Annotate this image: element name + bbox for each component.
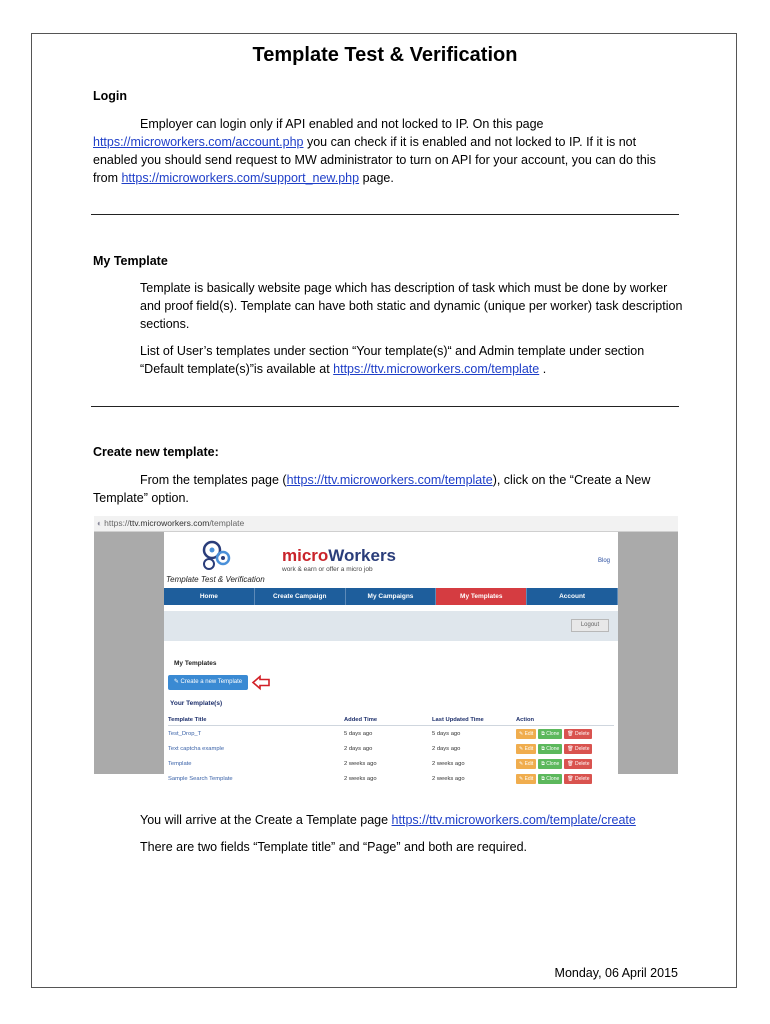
added-time: 2 days ago xyxy=(344,745,373,752)
template-title-link[interactable]: Sample Search Template xyxy=(168,775,233,782)
templates-table xyxy=(168,714,614,786)
create-new-text-1: From the templates page ( xyxy=(140,473,287,487)
your-templates-heading: Your Template(s) xyxy=(170,700,223,707)
edit-button[interactable]: ✎ Edit xyxy=(516,744,536,754)
brand-logo[interactable] xyxy=(282,546,396,566)
edit-icon: ✎ xyxy=(173,679,179,685)
clone-button[interactable]: ⧉ Clone xyxy=(538,729,562,739)
logout-band xyxy=(164,611,618,641)
arrive-paragraph xyxy=(140,811,685,829)
template-title-link[interactable]: Template xyxy=(168,760,192,767)
header-action: Action xyxy=(516,716,535,723)
divider xyxy=(91,406,679,407)
my-template-paragraph-2 xyxy=(140,342,685,378)
header-updated: Last Updated Time xyxy=(432,716,484,723)
blog-link[interactable]: Blog xyxy=(597,558,610,564)
embedded-screenshot xyxy=(94,516,678,782)
nav-tab-my-campaigns[interactable]: My Campaigns xyxy=(346,588,437,605)
nav-tab-home[interactable]: Home xyxy=(164,588,255,605)
login-text-1: Employer can login only if API enabled and not locked to IP. On this page xyxy=(140,117,544,131)
nav-tab-account[interactable]: Account xyxy=(527,588,618,605)
table-header xyxy=(168,714,614,726)
updated-time: 5 days ago xyxy=(432,730,461,737)
url-host: ttv.microworkers.com xyxy=(129,518,210,528)
delete-button[interactable]: 🗑 Delete xyxy=(564,759,592,769)
clone-label: Clone xyxy=(546,730,560,737)
url-prefix: https:// xyxy=(104,518,130,528)
logo-tagline: Template Test & Verification xyxy=(166,575,265,584)
template-title-link[interactable]: Text captcha example xyxy=(168,745,225,752)
updated-time: 2 days ago xyxy=(432,745,461,752)
create-new-heading: Create new template: xyxy=(93,445,219,459)
my-template-text: List of User’s templates under section “Your template(s)“ and Admin template under section “Default template(s)”is available at xyxy=(140,344,645,376)
login-text-2: you can check if it is enabled and not locked to IP. If it is not enabled you should send request to MW administrator to turn on API for your account, you can do this from xyxy=(93,135,656,185)
row-actions xyxy=(516,729,614,739)
delete-button[interactable]: 🗑 Delete xyxy=(564,744,592,754)
app-window xyxy=(164,532,618,782)
row-actions xyxy=(516,744,614,754)
brand-workers: Workers xyxy=(328,546,397,565)
row-actions xyxy=(516,759,614,769)
added-time: 2 weeks ago xyxy=(344,775,377,782)
edit-button[interactable]: ✎ Edit xyxy=(516,774,536,784)
edit-button[interactable]: ✎ Edit xyxy=(516,759,536,769)
arrive-text: You will arrive at the Create a Template page xyxy=(140,813,392,827)
clone-button[interactable]: ⧉ Clone xyxy=(538,759,562,769)
create-new-paragraph xyxy=(93,471,681,507)
table-row xyxy=(168,726,614,741)
login-heading: Login xyxy=(93,89,128,103)
table-row xyxy=(168,741,614,756)
delete-button[interactable]: 🗑 Delete xyxy=(564,729,592,739)
main-nav xyxy=(164,588,618,605)
red-arrow-icon xyxy=(252,675,270,690)
login-text-3: page. xyxy=(359,171,394,185)
account-link[interactable]: https://microworkers.com/account.php xyxy=(93,135,304,149)
clone-button[interactable]: ⧉ Clone xyxy=(538,774,562,784)
fields-paragraph: There are two fields “Template title” and “Page” and both are required. xyxy=(140,840,528,854)
nav-tab-my-templates[interactable]: My Templates xyxy=(436,588,527,605)
create-page-link[interactable]: https://ttv.microworkers.com/template/create xyxy=(391,813,636,827)
delete-button[interactable]: 🗑 Delete xyxy=(564,774,592,784)
document-title: Template Test & Verification xyxy=(252,44,518,66)
clone-label: Clone xyxy=(546,745,560,752)
brand-micro: micro xyxy=(282,546,329,565)
edit-label: Edit xyxy=(524,775,534,782)
footer-date: Monday, 06 April 2015 xyxy=(554,966,678,980)
edit-label: Edit xyxy=(524,730,534,737)
edit-label: Edit xyxy=(524,745,534,752)
row-actions xyxy=(516,774,614,784)
my-template-end: . xyxy=(539,362,547,376)
globe-icon: ◐ xyxy=(97,518,103,528)
updated-time: 2 weeks ago xyxy=(432,760,465,767)
divider xyxy=(91,214,679,215)
my-template-paragraph-1: Template is basically website page which has description of task which must be done by worker and proof field(s). Template can have both static and dynamic (unique per worker) task description sections. xyxy=(140,281,683,331)
url-path: /template xyxy=(209,518,245,528)
delete-label: Delete xyxy=(575,745,590,752)
create-template-button[interactable] xyxy=(168,675,248,690)
clone-label: Clone xyxy=(546,775,560,782)
nav-tab-create-campaign[interactable]: Create Campaign xyxy=(255,588,346,605)
logout-button[interactable]: Logout xyxy=(571,619,609,632)
gear-logo-icon xyxy=(197,538,237,572)
table-row xyxy=(168,771,614,786)
templates-page-link[interactable]: https://ttv.microworkers.com/template xyxy=(286,473,493,487)
create-new-text-2: ), click on the “Create a New Template” option. xyxy=(93,473,651,505)
delete-label: Delete xyxy=(575,775,590,782)
template-title-link[interactable]: Test_Drop_T xyxy=(168,730,202,737)
section-title: My Templates xyxy=(174,660,217,667)
create-template-label: Create a new Template xyxy=(180,679,243,685)
my-template-heading: My Template xyxy=(93,254,168,268)
header-title: Template Title xyxy=(168,716,207,723)
edit-label: Edit xyxy=(524,760,534,767)
template-link[interactable]: https://ttv.microworkers.com/template xyxy=(333,362,540,376)
table-row xyxy=(168,756,614,771)
support-link[interactable]: https://microworkers.com/support_new.php xyxy=(121,171,360,185)
browser-url-bar[interactable] xyxy=(94,516,678,532)
header-added: Added Time xyxy=(344,716,378,723)
edit-button[interactable]: ✎ Edit xyxy=(516,729,536,739)
delete-label: Delete xyxy=(575,730,590,737)
login-paragraph xyxy=(93,115,681,187)
updated-time: 2 weeks ago xyxy=(432,775,465,782)
clone-button[interactable]: ⧉ Clone xyxy=(538,744,562,754)
added-time: 2 weeks ago xyxy=(344,760,377,767)
brand-subtitle: work & earn or offer a micro job xyxy=(282,566,373,573)
added-time: 5 days ago xyxy=(344,730,373,737)
delete-label: Delete xyxy=(575,760,590,767)
clone-label: Clone xyxy=(546,760,560,767)
